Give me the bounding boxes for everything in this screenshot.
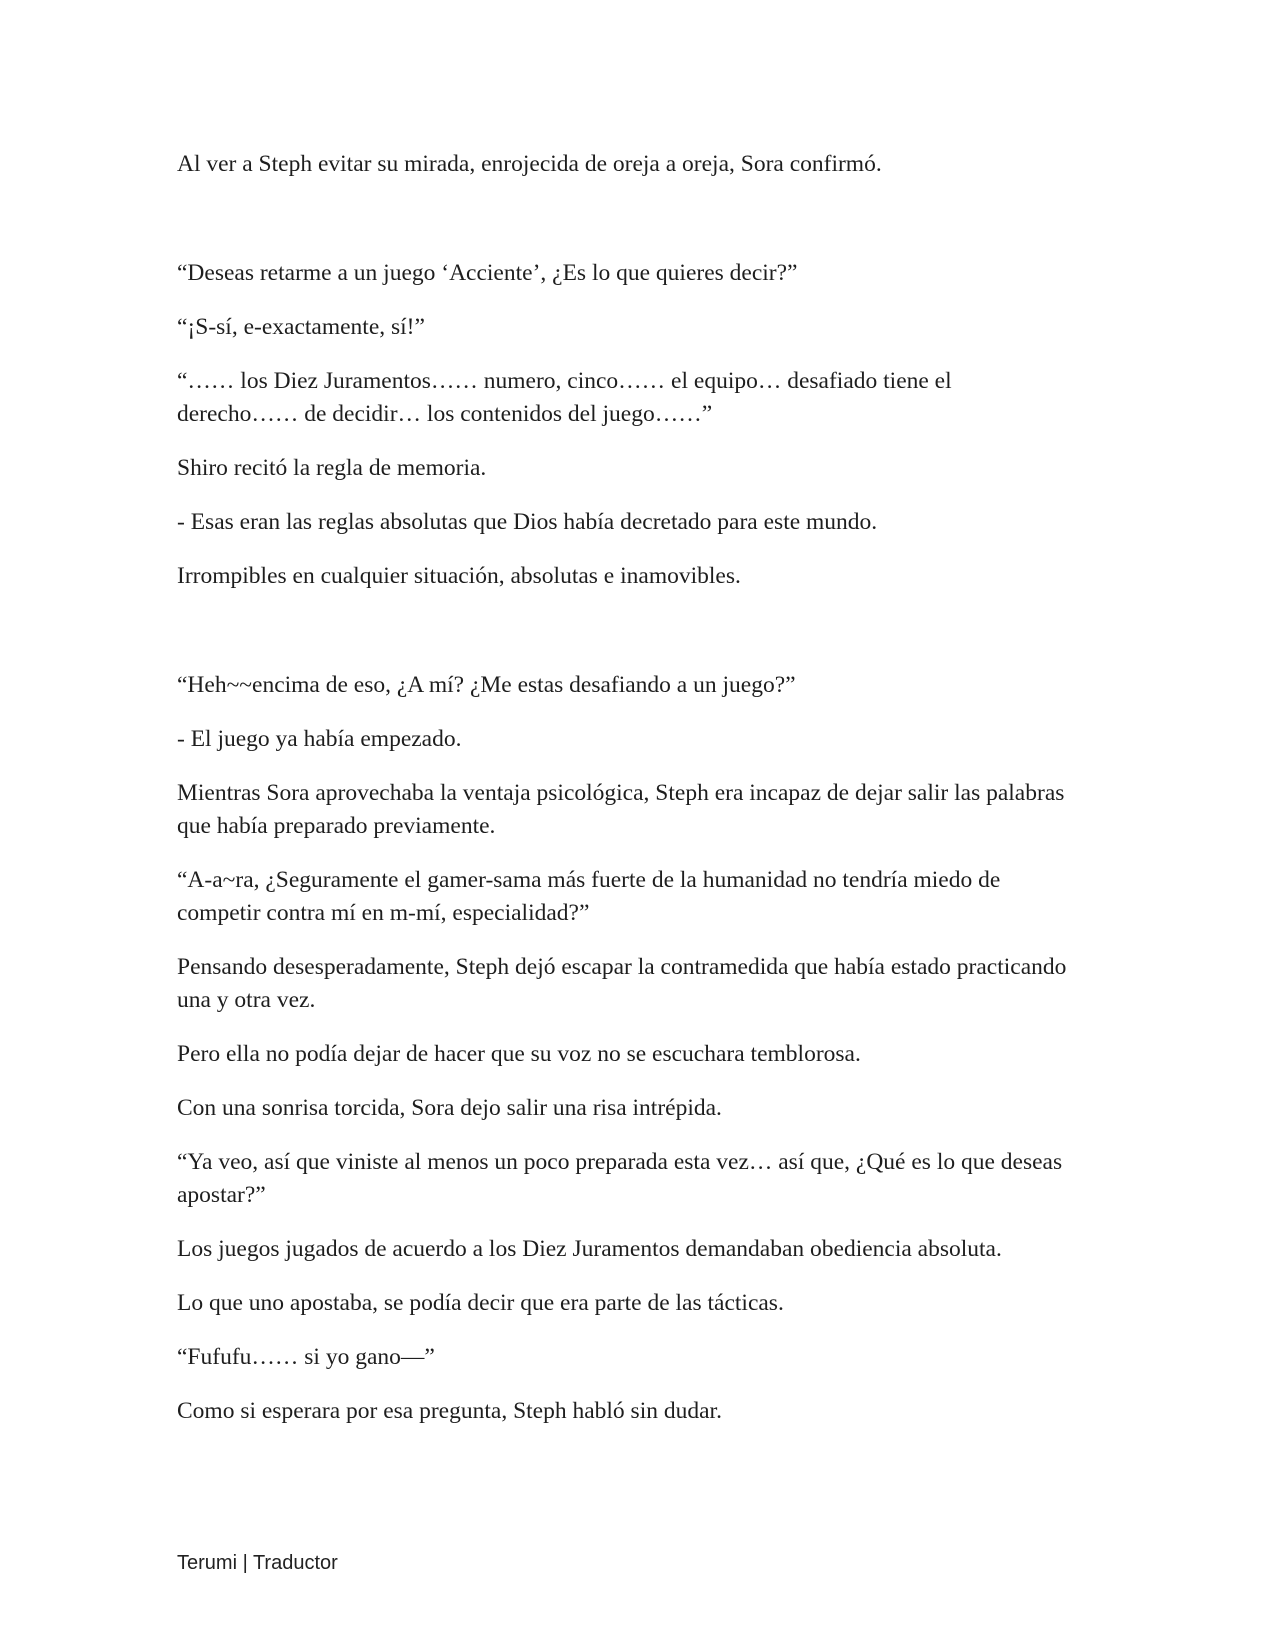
paragraph: “Heh~~encima de eso, ¿A mí? ¿Me estas desafiando a un juego?” — [177, 672, 796, 698]
paragraph: “A-a~ra, ¿Seguramente el gamer-sama más fuerte de la humanidad no tendría miedo de competir contra mí en m-mí, especialidad?” — [177, 867, 1001, 926]
paragraph: “Deseas retarme a un juego ‘Acciente’, ¿Es lo que quieres decir?” — [177, 260, 798, 286]
paragraph: Irrompibles en cualquier situación, absolutas e inamovibles. — [177, 563, 741, 589]
paragraph: - El juego ya había empezado. — [177, 726, 462, 752]
paragraph: Con una sonrisa torcida, Sora dejo salir una risa intrépida. — [177, 1095, 722, 1121]
paragraph: “¡S-sí, e-exactamente, sí!” — [177, 314, 425, 340]
paragraph: Pero ella no podía dejar de hacer que su voz no se escuchara temblorosa. — [177, 1041, 861, 1067]
paragraph: “…… los Diez Juramentos…… numero, cinco…… el equipo… desafiado tiene el derecho…… de decidir… los contenidos del juego……” — [177, 368, 952, 427]
paragraph: - Esas eran las reglas absolutas que Dios había decretado para este mundo. — [177, 509, 878, 535]
paragraph: Pensando desesperadamente, Steph dejó escapar la contramedida que había estado practicando una y otra vez. — [177, 954, 1067, 1013]
paragraph: Al ver a Steph evitar su mirada, enrojecida de oreja a oreja, Sora confirmó. — [177, 151, 882, 177]
paragraph: Como si esperara por esa pregunta, Steph habló sin dudar. — [177, 1398, 722, 1424]
paragraph: Los juegos jugados de acuerdo a los Diez Juramentos demandaban obediencia absoluta. — [177, 1236, 1002, 1262]
paragraph: “Fufufu…… si yo gano—” — [177, 1344, 435, 1370]
paragraph: Lo que uno apostaba, se podía decir que era parte de las tácticas. — [177, 1290, 784, 1316]
paragraph: “Ya veo, así que viniste al menos un poco preparada esta vez… así que, ¿Qué es lo que deseas apostar?” — [177, 1149, 1063, 1208]
page-footer: Terumi | Traductor — [177, 1552, 338, 1574]
paragraph: Shiro recitó la regla de memoria. — [177, 455, 487, 481]
document-body — [177, 148, 1077, 1449]
paragraph: Mientras Sora aprovechaba la ventaja psicológica, Steph era incapaz de dejar salir las palabras que había preparado previamente. — [177, 780, 1065, 839]
